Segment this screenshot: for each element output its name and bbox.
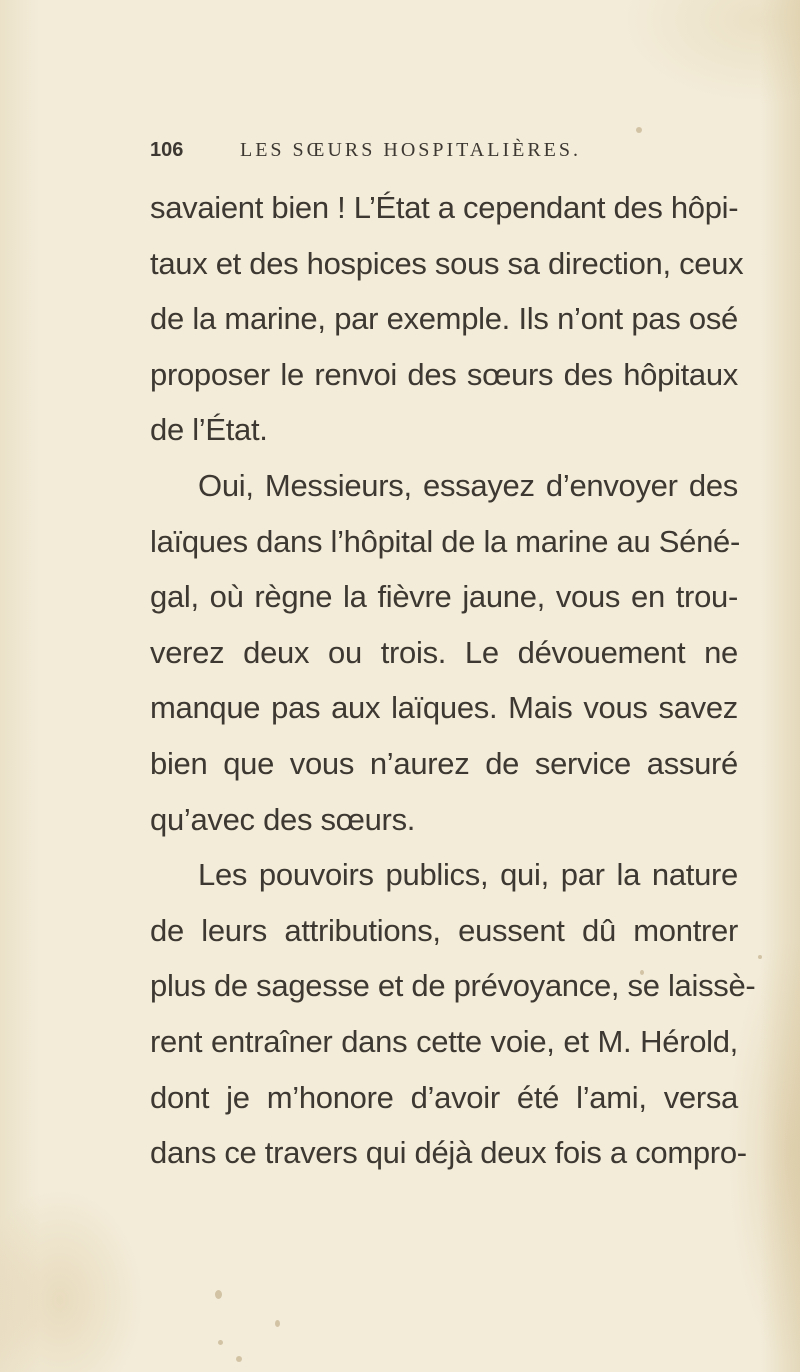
paper-speck [275, 1320, 280, 1327]
text-line: Oui, Messieurs, essayez d’envoyer des [198, 467, 738, 503]
text-line: gal, où règne la fièvre jaune, vous en trou- [150, 579, 738, 615]
text-line: proposer le renvoi des sœurs des hôpitaux [150, 356, 738, 392]
paragraph-2 [150, 458, 738, 847]
paper-speck [218, 1340, 223, 1345]
text-line: savaient bien ! L’État a cependant des hôpi- [150, 190, 739, 225]
text-line: de l’État. [150, 412, 268, 448]
text-line: bien que vous n’aurez de service assuré [150, 745, 738, 781]
running-header [150, 139, 650, 169]
text-line: manque pas aux laïques. Mais vous savez [150, 690, 738, 726]
text-line: laïques dans l’hôpital de la marine au Séné- [150, 523, 740, 559]
text-line: qu’avec des sœurs. [150, 801, 416, 837]
text-line: de leurs attributions, eussent dû montrer [150, 912, 738, 948]
paragraph-3 [150, 847, 756, 1181]
paper-speck [636, 127, 642, 133]
text-line: taux et des hospices sous sa direction, ceux [150, 245, 744, 281]
text-line: rent entraîner dans cette voie, et M. Hérold, [150, 1023, 738, 1059]
paper-speck [758, 955, 762, 959]
page-number: 106 [150, 139, 184, 161]
paper-speck [215, 1290, 222, 1299]
paragraph-1 [150, 180, 744, 458]
text-line: plus de sagesse et de prévoyance, se laissè- [150, 968, 756, 1004]
paper-speck [236, 1356, 242, 1362]
text-line: verez deux ou trois. Le dévouement ne [150, 634, 738, 670]
text-line: Les pouvoirs publics, qui, par la nature [198, 857, 738, 893]
text-line: dans ce travers qui déjà deux fois a compro- [150, 1135, 747, 1171]
body-text [150, 180, 756, 1181]
text-line: dont je m’honore d’avoir été l’ami, versa [150, 1079, 738, 1115]
paper-speck [640, 970, 644, 975]
running-title: LES SŒURS HOSPITALIÈRES. [240, 139, 581, 161]
text-line: de la marine, par exemple. Ils n’ont pas osé [150, 301, 738, 337]
